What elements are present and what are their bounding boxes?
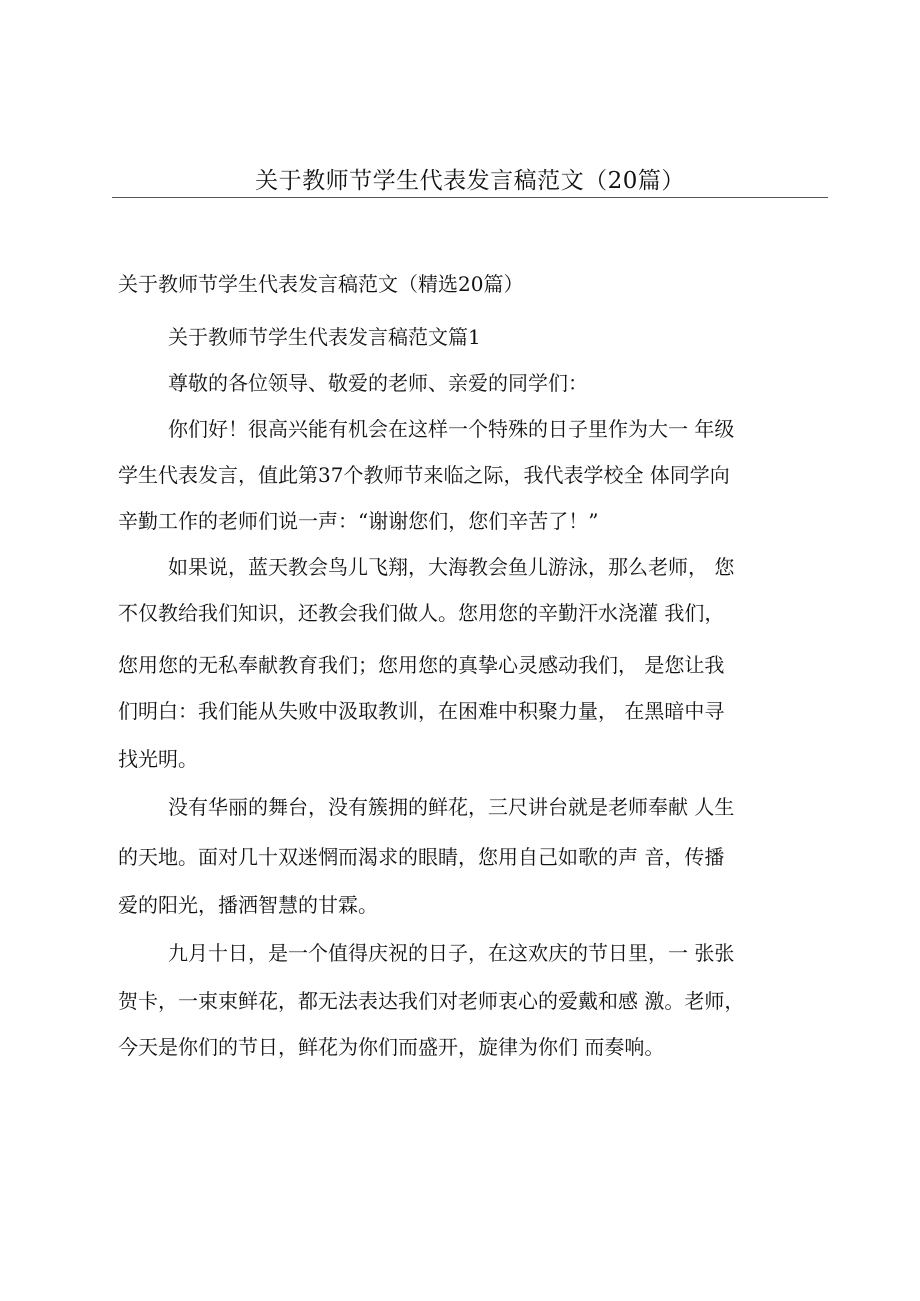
paragraph-line: 辛勤工作的老师们说一声：“谢谢您们，您们辛苦了！” bbox=[118, 509, 599, 533]
paragraph-line: 你们好！很高兴能有机会在这样一个特殊的日子里作为大一 年级 bbox=[168, 417, 735, 441]
document-title: 关于教师节学生代表发言稿范文（20篇） bbox=[255, 168, 685, 194]
paragraph-line: 学生代表发言，值此第37个教师节来临之际，我代表学校全 体同学向 bbox=[118, 463, 730, 487]
paragraph-line: 如果说，蓝天教会鸟儿飞翔，大海教会鱼儿游泳，那么老师， 您 bbox=[168, 555, 735, 579]
paragraph-line: 们明白：我们能从失败中汲取教训，在困难中积聚力量， 在黑暗中寻 bbox=[118, 699, 725, 723]
paragraph-line: 贺卡，一束束鲜花，都无法表达我们对老师衷心的爱戴和感 激。老师， bbox=[118, 989, 745, 1013]
section-heading: 关于教师节学生代表发言稿范文篇1 bbox=[168, 325, 481, 349]
paragraph-line: 今天是你们的节日，鲜花为你们而盛开，旋律为你们 而奏响。 bbox=[118, 1035, 665, 1059]
paragraph-line: 找光明。 bbox=[118, 747, 198, 771]
paragraph-line: 您用您的无私奉献教育我们；您用您的真挚心灵感动我们， 是您让我 bbox=[118, 653, 725, 677]
paragraph-line: 爱的阳光，播洒智慧的甘霖。 bbox=[118, 893, 378, 917]
paragraph-line: 九月十日，是一个值得庆祝的日子，在这欢庆的节日里，一 张张 bbox=[168, 941, 735, 965]
paragraph-line: 的天地。面对几十双迷惘而渴求的眼睛，您用自己如歌的声 音，传播 bbox=[118, 845, 725, 869]
title-underline bbox=[112, 197, 828, 198]
document-subtitle: 关于教师节学生代表发言稿范文（精选20篇） bbox=[118, 272, 524, 296]
paragraph-line: 不仅教给我们知识，还教会我们做人。您用您的辛勤汗水浇灌 我们， bbox=[118, 601, 725, 625]
paragraph-line: 没有华丽的舞台，没有簇拥的鲜花，三尺讲台就是老师奉献 人生 bbox=[168, 795, 735, 819]
greeting-line: 尊敬的各位领导、敬爱的老师、亲爱的同学们： bbox=[168, 371, 588, 395]
